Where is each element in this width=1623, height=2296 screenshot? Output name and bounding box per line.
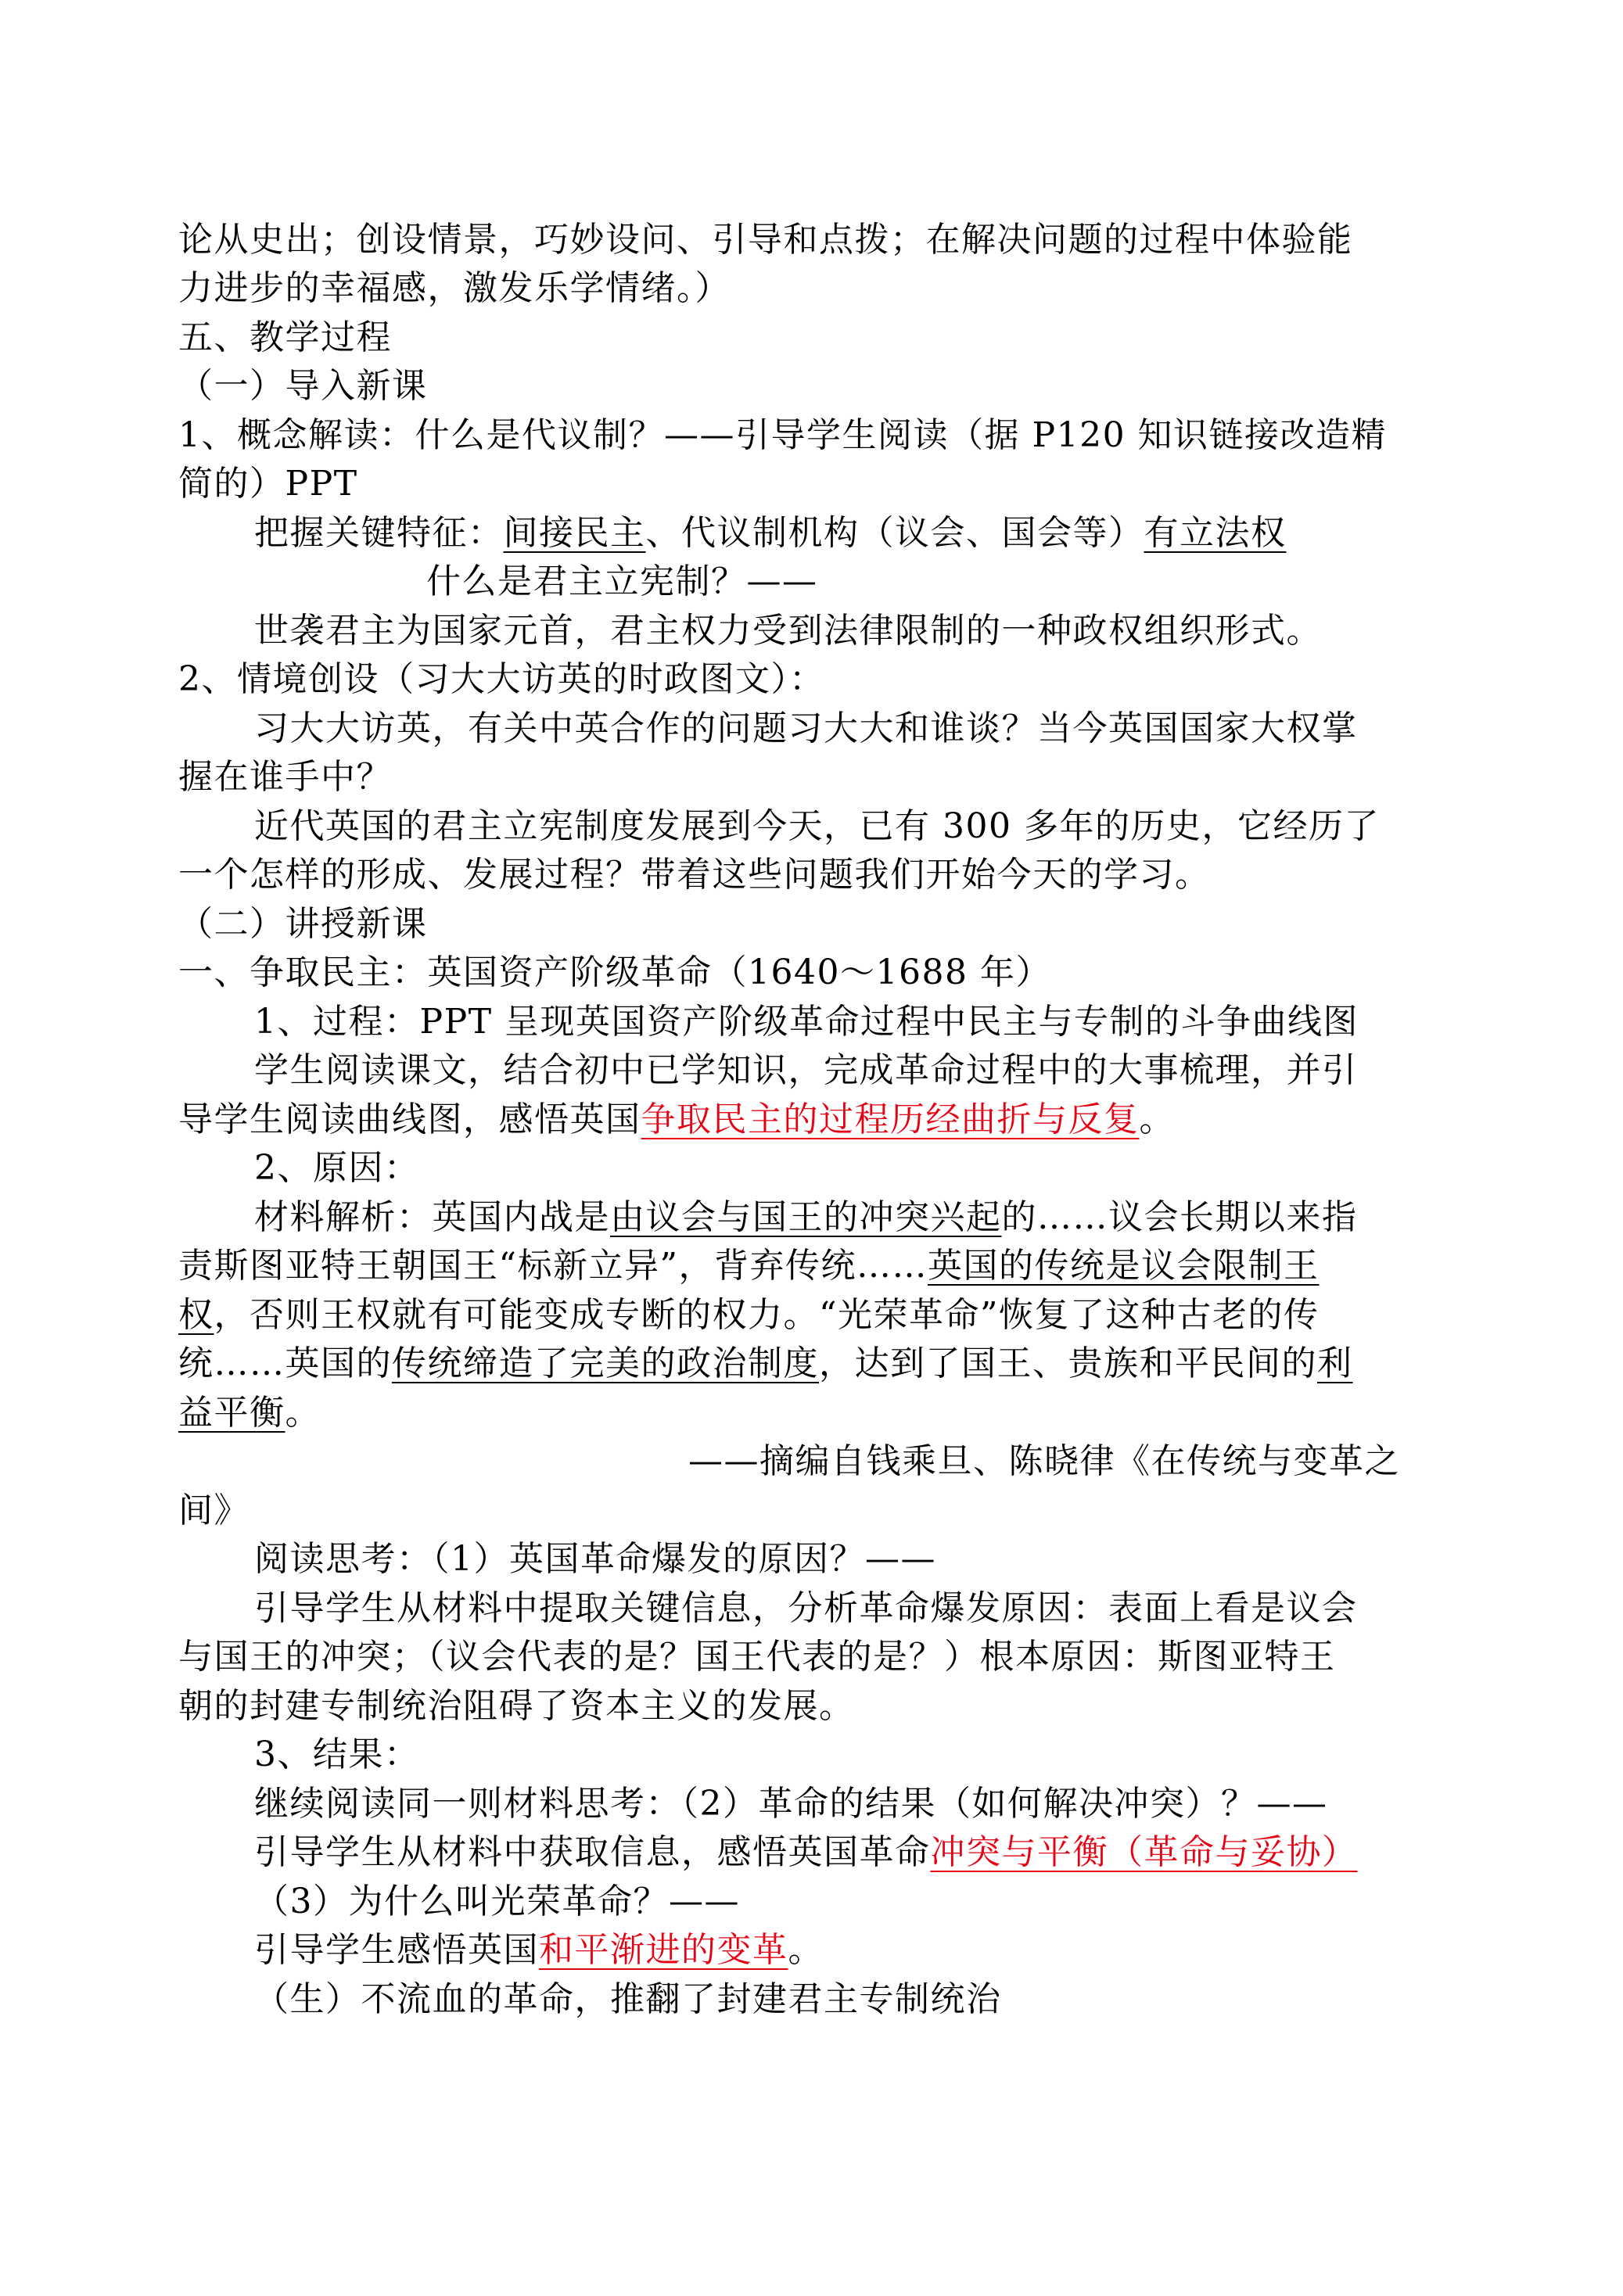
text-line bbox=[178, 1389, 321, 1437]
text-line: 3、结果： bbox=[254, 1735, 420, 1774]
text-line bbox=[254, 1193, 1358, 1242]
text-line: 简的）PPT bbox=[178, 464, 358, 504]
text-line: 一个怎样的形成、发展过程？带着这些问题我们开始今天的学习。 bbox=[178, 855, 1211, 895]
highlighted-text: 争取民主的过程历经曲折与反复 bbox=[641, 1100, 1140, 1139]
underlined-text: 益平衡 bbox=[178, 1393, 285, 1433]
text-segment: 。 bbox=[1139, 1100, 1175, 1139]
underlined-text: 由议会与国王的冲突兴起 bbox=[610, 1197, 1002, 1237]
text-line: 学生阅读课文，结合初中已学知识，完成革命过程中的大事梳理，并引 bbox=[254, 1050, 1358, 1090]
text-line: 2、情境创设（习大大访英的时政图文）： bbox=[178, 659, 825, 699]
highlighted-text: 和平渐进的变革 bbox=[539, 1930, 788, 1970]
text-line: 引导学生从材料中提取关键信息，分析革命爆发原因：表面上看是议会 bbox=[254, 1588, 1358, 1628]
text-segment: 导学生阅读曲线图，感悟英国 bbox=[178, 1100, 641, 1139]
text-line bbox=[254, 1926, 824, 1975]
underlined-text: 权 bbox=[178, 1295, 214, 1335]
underlined-text: 利 bbox=[1317, 1344, 1353, 1383]
text-segment: 、代议制机构（议会、国会等） bbox=[645, 513, 1144, 553]
text-segment: 责斯图亚特王朝国王“标新立异”，背弃传统…… bbox=[178, 1246, 928, 1286]
text-segment: ，否则王权就有可能变成专断的权力。“光荣革命”恢复了这种古老的传 bbox=[214, 1295, 1320, 1335]
underlined-text: 传统缔造了完美的政治制度 bbox=[392, 1344, 819, 1383]
text-line: 握在谁手中？ bbox=[178, 757, 392, 797]
text-line: 继续阅读同一则材料思考：（2）革命的结果（如何解决冲突）？—— bbox=[254, 1784, 1328, 1824]
text-line: （3）为什么叫光荣革命？—— bbox=[254, 1882, 740, 1921]
text-segment: 的……议会长期以来指 bbox=[1001, 1197, 1358, 1237]
section-heading: 五、教学过程 bbox=[178, 317, 392, 357]
text-line bbox=[178, 1291, 1320, 1340]
text-line: 1、过程：PPT 呈现英国资产阶级革命过程中民主与专制的斗争曲线图 bbox=[254, 1002, 1359, 1042]
text-line: 朝的封建专制统治阻碍了资本主义的发展。 bbox=[178, 1686, 855, 1726]
underlined-text: 有立法权 bbox=[1144, 513, 1287, 553]
text-line: 世袭君主为国家元首，君主权力受到法律限制的一种政权组织形式。 bbox=[254, 611, 1322, 651]
text-line bbox=[178, 1096, 1175, 1144]
text-segment: 引导学生感悟英国 bbox=[254, 1930, 539, 1970]
text-line bbox=[178, 1340, 1353, 1388]
text-line: 习大大访英，有关中英合作的问题习大大和谁谈？当今英国国家大权掌 bbox=[254, 709, 1358, 748]
text-line: 什么是君主立宪制？—— bbox=[426, 561, 818, 601]
text-line bbox=[254, 509, 1287, 558]
underlined-text: 间接民主 bbox=[503, 513, 646, 553]
underlined-text: 英国的传统是议会限制王 bbox=[928, 1246, 1320, 1286]
citation: 间》 bbox=[178, 1491, 250, 1530]
text-line: 近代英国的君主立宪制度发展到今天，已有 300 多年的历史，它经历了 bbox=[254, 806, 1380, 846]
text-segment: 材料解析：英国内战是 bbox=[254, 1197, 610, 1237]
text-segment: 统……英国的 bbox=[178, 1344, 392, 1383]
text-segment: 引导学生从材料中获取信息，感悟英国革命 bbox=[254, 1832, 931, 1872]
text-line bbox=[178, 1242, 1320, 1290]
highlighted-text: 冲突与平衡（革命与妥协） bbox=[930, 1832, 1358, 1872]
text-segment: 把握关键特征： bbox=[254, 513, 504, 553]
subsection-heading: （二）讲授新课 bbox=[178, 904, 428, 944]
text-line: 力进步的幸福感，激发乐学情绪。） bbox=[178, 268, 731, 308]
citation: ——摘编自钱乘旦、陈晓律《在传统与变革之 bbox=[688, 1441, 1400, 1481]
text-line: 阅读思考：（1）英国革命爆发的原因？—— bbox=[254, 1539, 936, 1579]
text-line bbox=[254, 1828, 1358, 1877]
text-line: 1、概念解读：什么是代议制？——引导学生阅读（据 P120 知识链接改造精 bbox=[178, 415, 1388, 455]
text-segment: 。 bbox=[788, 1930, 824, 1970]
text-segment: 。 bbox=[285, 1393, 321, 1433]
text-line: 与国王的冲突；（议会代表的是？国王代表的是？）根本原因：斯图亚特王 bbox=[178, 1637, 1336, 1677]
text-line: 2、原因： bbox=[254, 1148, 420, 1188]
text-line: 一、争取民主：英国资产阶级革命（1640～1688 年） bbox=[178, 952, 1051, 992]
text-line: （生）不流血的革命，推翻了封建君主专制统治 bbox=[254, 1979, 1002, 2019]
text-line: 论从史出；创设情景，巧妙设问、引导和点拨；在解决问题的过程中体验能 bbox=[178, 220, 1353, 260]
subsection-heading: （一）导入新课 bbox=[178, 366, 428, 406]
text-segment: ，达到了国王、贵族和平民间的 bbox=[819, 1344, 1317, 1383]
